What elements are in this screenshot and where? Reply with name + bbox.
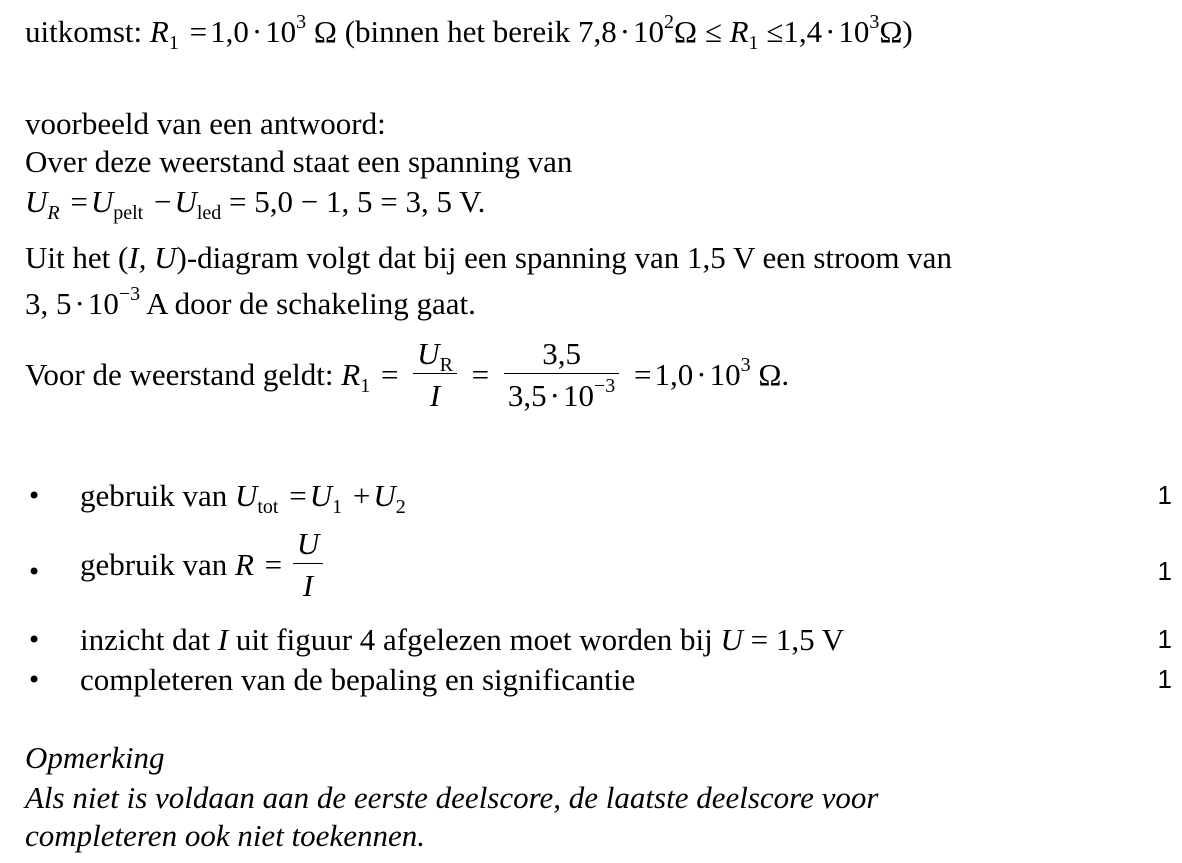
numerator: 3,5	[504, 338, 619, 374]
symbol-u: U	[174, 184, 197, 219]
exponent: −3	[118, 283, 141, 305]
symbol-u: U	[720, 622, 743, 657]
text-fragment: uit figuur 4 afgelezen moet worden bij	[228, 622, 721, 657]
criterion-1	[80, 478, 406, 518]
text-fragment: Uit het (	[25, 240, 129, 275]
resistance-formula	[341, 357, 409, 397]
leq-sign: ≤	[766, 14, 784, 49]
symbol-u: U	[90, 184, 114, 219]
score-4: 1	[1157, 664, 1172, 694]
unit: Ω	[313, 14, 337, 49]
times-dot: ·	[251, 14, 263, 49]
example-heading: voorbeeld van een antwoord:	[25, 106, 386, 141]
symbol-r: R	[149, 14, 169, 49]
times-dot: ·	[74, 286, 85, 321]
resistance-result	[631, 354, 790, 392]
base: 10	[562, 378, 594, 413]
subscript: led	[196, 202, 222, 224]
exponent: −3	[593, 375, 616, 397]
bullet-icon: •	[27, 558, 42, 586]
subscript: R	[47, 202, 60, 224]
outcome-line	[25, 11, 913, 54]
plus-sign: +	[352, 478, 371, 513]
high-unit: Ω)	[879, 14, 913, 49]
criterion-text: gebruik van	[80, 547, 228, 582]
subscript: tot	[257, 496, 279, 518]
bullet-icon: •	[27, 626, 42, 654]
symbol-r: R	[341, 357, 361, 392]
equals-sign: =	[634, 357, 652, 392]
range-open: (binnen het bereik	[344, 14, 571, 49]
equals-sign: =	[264, 547, 283, 582]
exponent: 3	[296, 11, 307, 33]
subscript: pelt	[113, 202, 144, 224]
fraction-u-over-i	[293, 528, 323, 601]
denominator: I	[302, 568, 314, 603]
iu-label: I, U	[128, 240, 177, 275]
symbol-u: U	[373, 478, 396, 513]
range-formula	[577, 11, 913, 54]
criterion-formula	[234, 478, 406, 518]
base: 10	[87, 286, 119, 321]
equals-sign: =	[289, 478, 307, 513]
formula-rest: = 5,0 − 1, 5 = 3, 5 V.	[229, 184, 486, 219]
equals-sign: =	[380, 357, 399, 392]
symbol-u: U	[234, 478, 258, 513]
value: 3, 5	[25, 286, 72, 321]
low-exponent: 2	[664, 11, 675, 33]
criterion-4: completeren van de bepaling en significantie	[80, 662, 636, 697]
note-line-1: Als niet is voldaan aan de eerste deelscore, de laatste deelscore voor	[25, 780, 879, 815]
base: 10	[709, 357, 741, 392]
outcome-label: uitkomst:	[25, 14, 143, 49]
value: 1,0	[654, 357, 694, 392]
exponent: 3	[740, 354, 751, 376]
times-dot: ·	[696, 357, 707, 392]
high-base: 10	[838, 14, 870, 49]
note-title: Opmerking	[25, 740, 165, 775]
leq-sign: ≤	[704, 14, 722, 49]
equals-sign: =	[471, 357, 490, 392]
fraction-values	[504, 338, 619, 411]
text-fragment: = 1,5 V	[742, 622, 845, 657]
symbol-u: U	[309, 478, 333, 513]
times-dot: ·	[825, 14, 836, 49]
text-fragment: inzicht dat	[80, 622, 218, 657]
low-unit: Ω	[674, 14, 698, 49]
example-line-1: Over deze weerstand staat een spanning van	[25, 144, 573, 179]
base: 10	[265, 14, 297, 49]
score-1: 1	[1157, 480, 1172, 510]
current-value	[25, 283, 175, 321]
subscript: 1	[360, 375, 371, 397]
subscript: 2	[395, 496, 406, 518]
score-2: 1	[1157, 556, 1172, 586]
criterion-text: gebruik van	[80, 478, 228, 513]
score-3: 1	[1157, 624, 1172, 654]
unit: Ω.	[758, 357, 790, 392]
times-dot: ·	[619, 14, 631, 49]
symbol-r: R	[729, 14, 749, 49]
example-line-3	[25, 283, 476, 321]
criterion-2	[80, 528, 327, 601]
high-value: 1,4	[783, 14, 823, 49]
numerator	[413, 338, 457, 374]
symbol-u: U	[25, 184, 48, 219]
minus-sign: −	[153, 184, 172, 219]
fraction-ur-over-i	[413, 338, 457, 411]
unit: A	[146, 286, 167, 321]
denominator: I	[429, 378, 441, 413]
text-fragment: Voor de weerstand geldt:	[25, 357, 334, 392]
high-exponent: 3	[869, 11, 880, 33]
numerator: U	[293, 528, 323, 564]
subscript: R	[439, 354, 453, 376]
text-fragment: )-diagram volgt dat bij een spanning van 1,5 V een stroom van	[176, 240, 952, 275]
symbol-i: I	[217, 622, 229, 657]
denominator	[504, 374, 619, 411]
example-line-2	[25, 242, 952, 273]
bullet-icon: •	[27, 482, 42, 510]
subscript: 1	[332, 496, 343, 518]
subscript: 1	[168, 32, 179, 54]
note-line-2: completeren ook niet toekennen.	[25, 818, 425, 853]
equals-sign: =	[70, 184, 88, 219]
bullet-icon: •	[27, 666, 42, 694]
example-line-4	[25, 338, 789, 411]
low-value: 7,8	[577, 14, 617, 49]
low-base: 10	[633, 14, 665, 49]
times-dot: ·	[549, 378, 560, 413]
text-fragment: door de schakeling gaat.	[174, 286, 476, 321]
symbol-u: U	[417, 336, 440, 371]
criterion-3	[80, 624, 844, 655]
symbol-r: R	[234, 547, 254, 582]
value: 1,0	[210, 14, 249, 49]
equals-sign: =	[189, 14, 208, 49]
subscript: 1	[748, 32, 759, 54]
value: 3,5	[507, 378, 547, 413]
voltage-formula	[25, 184, 486, 224]
outcome-formula	[149, 11, 345, 54]
